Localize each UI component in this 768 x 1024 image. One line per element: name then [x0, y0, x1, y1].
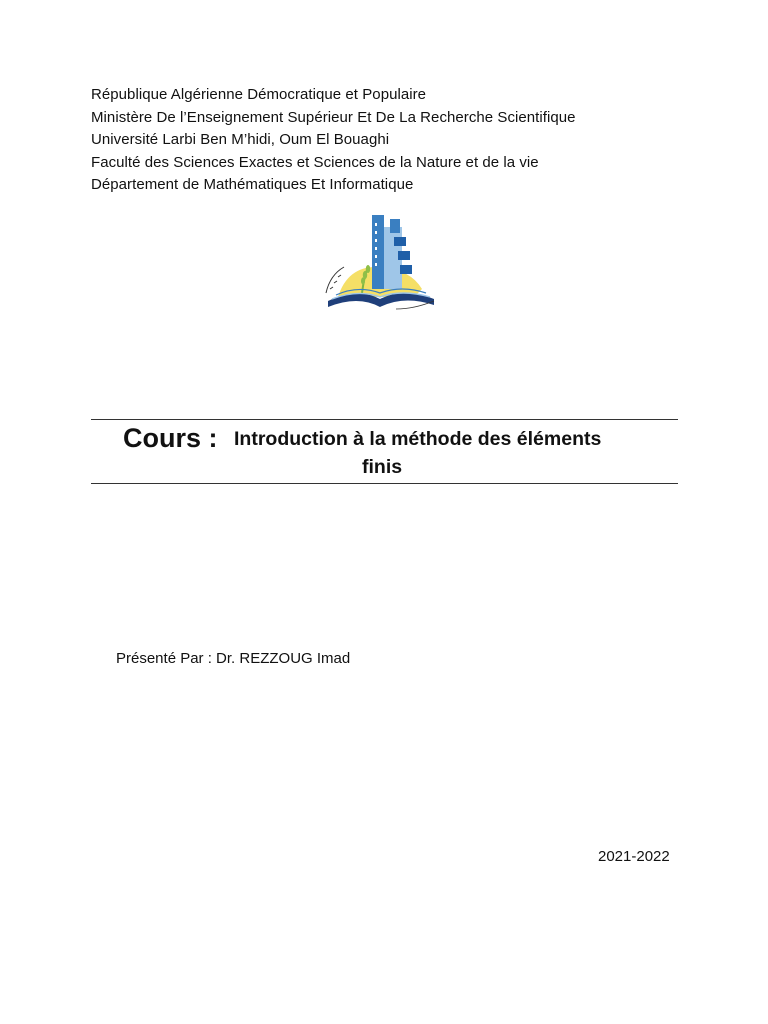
header-line-faculty: Faculté des Sciences Exactes et Sciences de la Nature et de la vie — [91, 153, 539, 171]
title-top-rule — [91, 419, 678, 420]
course-title-block — [91, 421, 678, 481]
academic-year: 2021-2022 — [598, 848, 670, 865]
presenter-line: Présenté Par : Dr. REZZOUG Imad — [116, 650, 351, 667]
header-line-republic: République Algérienne Démocratique et Populaire — [91, 86, 427, 103]
institution-header — [91, 84, 711, 197]
header-line-university: Université Larbi Ben M’hidi, Oum El Bouaghi — [91, 131, 390, 148]
title-bottom-rule — [91, 483, 678, 484]
course-title-line-1: Introduction à la méthode des éléments — [234, 428, 602, 450]
header-line-ministry: Ministère De l’Enseignement Supérieur Et De La Recherche Scientifique — [91, 108, 576, 126]
university-logo-icon — [318, 205, 448, 317]
course-label: Cours : — [123, 423, 218, 453]
course-title-line-2: finis — [362, 456, 403, 478]
header-line-department: Département de Mathématiques Et Informatique — [91, 176, 414, 193]
